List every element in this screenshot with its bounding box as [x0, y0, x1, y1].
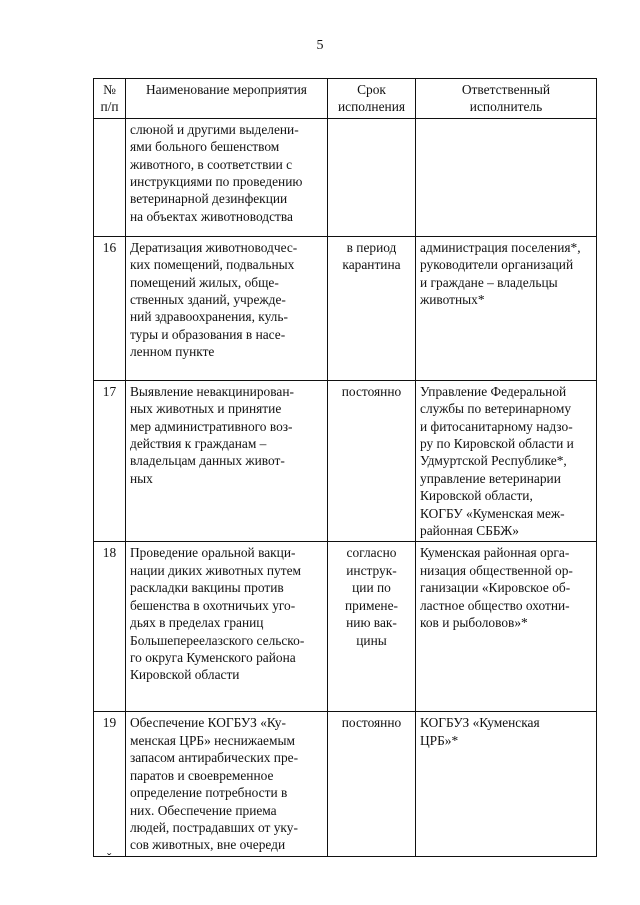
cell-line: ний здравоохранения, куль- [130, 309, 288, 325]
table-row [94, 542, 597, 712]
cell-line: дьях в пределах границ [130, 615, 264, 631]
cell-line: мер административного воз- [130, 418, 293, 434]
cell-line: Кировской области, [420, 488, 533, 504]
cell-line: ных животных и принятие [130, 401, 282, 417]
cell-line: управление ветеринарии [420, 470, 561, 486]
cell-line: определение потребности в [130, 785, 288, 801]
table-row [94, 380, 597, 542]
table-row [94, 236, 597, 380]
measure-name-cell [126, 542, 328, 712]
cell-line: Проведение оральной вакци- [130, 545, 296, 561]
cell-line: постоянно [341, 715, 402, 731]
cell-line: паратов и своевременное [130, 767, 274, 783]
cell-line: слюной и другими выделени- [130, 121, 299, 137]
responsible-cell [416, 712, 597, 856]
header-line: Срок [357, 82, 386, 97]
cell-line: администрация поселения*, [420, 239, 581, 255]
cell-line: инструк- [346, 562, 397, 578]
measure-name-cell [126, 380, 328, 542]
cell-line: Управление Федеральной [420, 383, 567, 399]
term-cell [328, 236, 416, 380]
footer-mark: ˇ [107, 850, 112, 865]
table-row [94, 118, 597, 236]
cell-line: ственных зданий, учрежде- [130, 292, 286, 308]
header-line: исполнитель [469, 99, 543, 115]
row-number-cell [94, 542, 126, 712]
cell-line: Обеспечение КОГБУЗ «Ку- [130, 715, 286, 731]
header-line: исполнения [337, 99, 406, 115]
page-number: 5 [316, 38, 324, 53]
cell-line: постоянно [341, 383, 402, 399]
cell-line: Дератизация животноводчес- [130, 239, 298, 255]
term-cell [328, 380, 416, 542]
cell-line: в период [346, 239, 397, 255]
row-number-cell [94, 380, 126, 542]
cell-line: нию вак- [346, 615, 397, 631]
cell-line: ных [130, 470, 153, 486]
cell-line: КОГБУЗ «Куменская [420, 715, 540, 731]
measures-table [93, 78, 597, 857]
cell-line: животных* [420, 292, 485, 308]
table-body [94, 118, 597, 856]
measure-name-cell [126, 236, 328, 380]
cell-line: запасом антирабических пре- [130, 750, 299, 766]
cell-line: ков и рыболовов»* [420, 615, 528, 631]
row-number-cell [94, 118, 126, 236]
cell-line: низация общественной ор- [420, 562, 573, 578]
row-number: 19 [102, 715, 117, 731]
header-measure-name [126, 79, 328, 119]
row-number-cell [94, 236, 126, 380]
cell-line: ких помещений, подвальных [130, 257, 295, 273]
header-line: Наименование мероприятия [146, 82, 307, 97]
cell-line: примене- [344, 597, 398, 613]
responsible-cell [416, 380, 597, 542]
cell-line: КОГБУ «Куменская меж- [420, 505, 565, 521]
row-number: 18 [102, 545, 117, 561]
cell-line: и фитосанитарному надзо- [420, 418, 573, 434]
cell-line: помещений жилых, обще- [130, 274, 279, 290]
cell-line: ленном пункте [130, 344, 215, 360]
responsible-cell [416, 542, 597, 712]
measure-name-cell [126, 712, 328, 856]
cell-line: Большепереелазского сельско- [130, 632, 305, 648]
responsible-cell [416, 118, 597, 236]
header-number [94, 79, 126, 119]
term-cell [328, 118, 416, 236]
cell-line: Кировской области [130, 667, 240, 683]
cell-line: них. Обеспечение приема [130, 802, 277, 818]
cell-line: службы по ветеринарному [420, 401, 572, 417]
table-row [94, 712, 597, 856]
header-line: Ответственный [461, 82, 551, 97]
cell-line: Удмуртской Республике*, [420, 453, 567, 469]
row-number: 16 [102, 239, 117, 255]
cell-line: бешенства в охотничьих уго- [130, 597, 296, 613]
cell-line: инструкциями по проведению [130, 174, 303, 190]
header-line: п/п [100, 99, 119, 115]
cell-line: владельцам данных живот- [130, 453, 285, 469]
cell-line: менская ЦРБ» неснижаемым [130, 732, 295, 748]
cell-line: и граждане – владельцы [420, 274, 558, 290]
cell-line: раскладки вакцины против [130, 580, 284, 596]
cell-line: животного, в соответствии с [130, 156, 293, 172]
cell-line: ру по Кировской области и [420, 436, 574, 452]
cell-line: Куменская районная орга- [420, 545, 570, 561]
header-responsible [416, 79, 597, 119]
cell-line: Выявление невакцинирован- [130, 383, 294, 399]
cell-line: го округа Куменского района [130, 649, 296, 665]
cell-line: нации диких животных путем [130, 562, 302, 578]
table-header-row [94, 79, 597, 119]
cell-line: руководители организаций [420, 257, 574, 273]
row-number-cell [94, 712, 126, 856]
cell-line: людей, пострадавших от уку- [130, 819, 298, 835]
cell-line: сов животных, вне очереди [130, 837, 286, 853]
cell-line: районная СББЖ» [420, 523, 519, 539]
cell-line: ветеринарной дезинфекции [130, 191, 288, 207]
term-cell [328, 542, 416, 712]
header-line: № [103, 82, 116, 97]
cell-line: действия к гражданам – [130, 436, 267, 452]
responsible-cell [416, 236, 597, 380]
cell-line: на объектах животноводства [130, 208, 293, 224]
cell-line: ями больного бешенством [130, 139, 280, 155]
header-term [328, 79, 416, 119]
cell-line: ции по [352, 580, 391, 596]
cell-line: ЦРБ»* [420, 732, 459, 748]
cell-line: ластное общество охотни- [420, 597, 570, 613]
measure-name-cell [126, 118, 328, 236]
cell-line: цины [356, 632, 387, 648]
cell-line: карантина [342, 257, 401, 273]
term-cell [328, 712, 416, 856]
cell-line: ганизации «Кировское об- [420, 580, 571, 596]
cell-line: согласно [346, 545, 397, 561]
cell-line: туры и образования в насе- [130, 326, 286, 342]
row-number: 17 [102, 383, 117, 399]
